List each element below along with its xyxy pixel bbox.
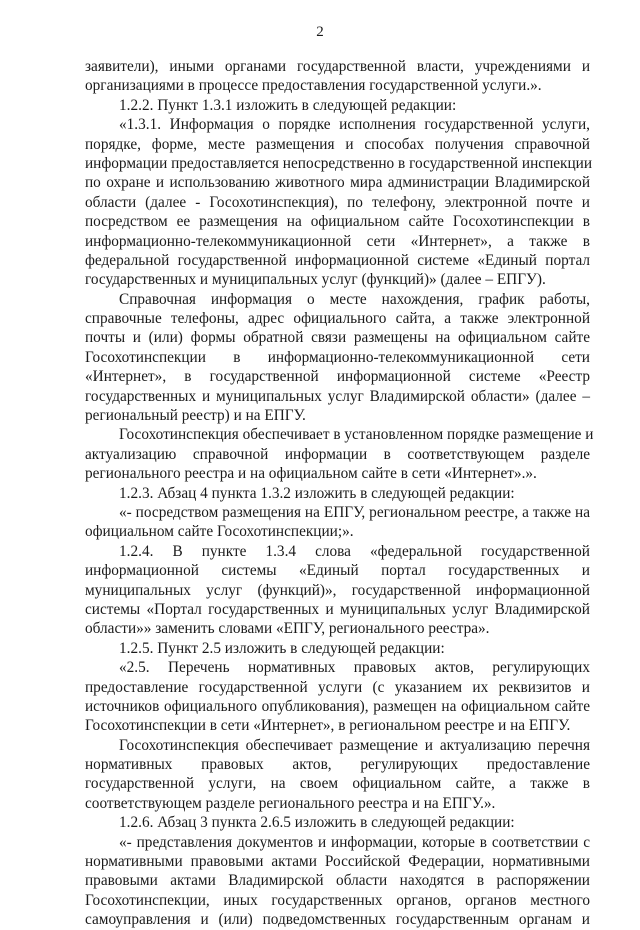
text-line: организациями в процессе предоставления государственной услуги.». [85,77,542,95]
text-line: 1.2.5. Пункт 2.5 изложить в следующей редакции: [119,639,445,657]
text-line: 1.2.4. В пункте 1.3.4 слова «федеральной государственной [119,542,590,560]
paragraph [85,425,594,483]
text-line: самоуправления и (или) подведомственных государственным органам и [85,911,590,929]
text-line: заявители), иными органами государственной власти, учреждениями и [85,58,590,75]
text-line: Справочная информация о месте нахождения, график работы, [119,290,590,308]
text-line: 1.2.3. Абзац 4 пункта 1.3.2 изложить в следующей редакции: [119,484,515,502]
text-line: официальном сайте Госохотинспекции;». [85,523,354,541]
text-line: региональный реестр) и на ЕПГУ. [85,407,306,425]
paragraph [85,658,590,736]
paragraph [85,503,590,542]
text-line: Госохотинспекции в сети «Интернет», в региональном реестре и на ЕПГУ. [85,717,571,735]
paragraph [85,290,590,426]
text-line: информации предоставляется непосредственно в государственной инспекции [85,154,593,172]
text-line: актуализацию справочной информации в соответствующем разделе [85,445,590,463]
text-line: регионального реестра и на официальном сайте в сети «Интернет».». [85,465,537,483]
paragraph [85,639,590,658]
text-line: федеральной государственной информационной системе «Единый портал [85,251,590,269]
text-line: муниципальных услуг (функций)», государственной информационной [85,581,590,599]
text-line: 1.2.2. Пункт 1.3.1 изложить в следующей редакции: [119,96,457,114]
text-line: «Интернет», в государственной информационной системе «Реестр [85,368,590,386]
text-line: информационно-телекоммуникационной сети «Интернет», а также в [85,232,590,250]
paragraph [85,833,590,930]
text-line: «- представления документов и информации, которые в соответствии с [119,833,590,851]
text-line: «1.3.1. Информация о порядке исполнения государственной услуги, [119,116,590,134]
text-line: предоставление государственной услуги (с указанием их реквизитов и [85,678,590,696]
text-line: государственных и муниципальных услуг (функций)» (далее – ЕПГУ). [85,271,546,289]
text-line: области»» заменить словами «ЕПГУ, регионального реестра». [85,620,490,638]
paragraph [85,57,590,96]
text-line: Госохотинспекция обеспечивает размещение и актуализацию перечня [119,736,590,754]
text-line: источников официального опубликования), размещен на официальном сайте [85,697,590,715]
text-line: соответствующем разделе регионального реестра и на ЕПГУ.». [85,794,496,812]
text-line: области (далее - Госохотинспекция), по телефону, электронной почте и [85,193,590,211]
document-body [85,57,594,930]
paragraph [85,542,590,639]
text-line: государственной услуги, на своем официальном сайте, а также в [85,775,590,793]
text-line: по охране и использованию животного мира администрации Владимирской [85,174,590,192]
paragraph [85,813,590,832]
text-line: информационной системы «Единый портал государственных и [85,562,590,580]
paragraph [85,484,590,503]
text-line: правовыми актами Владимирской области находятся в распоряжении [85,872,590,890]
text-line: почты и (или) формы обратной связи размещены на официальном сайте [85,329,590,347]
paragraph [85,736,590,814]
text-line: нормативных правовых актов, регулирующих предоставление [85,756,590,774]
paragraph [85,96,590,115]
text-line: Госохотинспекции, иных государственных органов, органов местного [85,891,590,909]
text-line: порядке, форме, месте размещения и способах получения справочной [85,135,590,153]
text-line: нормативными правовыми актами Российской Федерации, нормативными [85,853,590,871]
text-line: Госохотинспекции в информационно-телекоммуникационной сети [85,348,590,366]
paragraph [85,115,593,290]
text-line: 1.2.6. Абзац 3 пункта 2.6.5 изложить в следующей редакции: [119,814,515,832]
text-line: «2.5. Перечень нормативных правовых актов, регулирующих [119,659,590,677]
text-line: системы «Портал государственных и муниципальных услуг Владимирской [85,600,590,618]
page-number: 2 [316,24,324,40]
text-line: справочные телефоны, адрес официального сайта, а также электронной [85,310,590,328]
text-line: Госохотинспекция обеспечивает в установленном порядке размещение и [119,426,594,444]
text-line: государственных и муниципальных услуг Владимирской области» (далее – [85,387,590,405]
text-line: «- посредством размещения на ЕПГУ, региональном реестре, а также на [119,503,590,521]
text-line: посредством ее размещения на официальном сайте Госохотинспекции в [85,213,590,231]
